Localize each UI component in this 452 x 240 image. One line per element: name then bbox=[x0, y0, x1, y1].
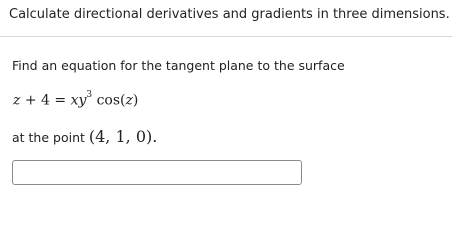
point-prefix: at the point bbox=[12, 130, 89, 145]
header-bar bbox=[0, 0, 452, 37]
equation-exponent: 3 bbox=[86, 90, 93, 100]
problem-prompt: Find an equation for the tangent plane to the surface bbox=[12, 58, 345, 73]
point-value: (4, 1, 0). bbox=[88, 127, 158, 146]
equation-rhs-z: z bbox=[125, 92, 133, 109]
surface-equation bbox=[13, 92, 138, 109]
equation-close: ) bbox=[132, 92, 139, 109]
equation-func: cos( bbox=[92, 92, 126, 109]
equation-rhs-x: x bbox=[70, 92, 79, 109]
equation-lhs-var: z bbox=[13, 92, 21, 109]
equation-rhs-y: y bbox=[78, 92, 87, 109]
equation-lhs-rest: + 4 = bbox=[20, 92, 71, 109]
point-statement bbox=[12, 127, 157, 146]
page-title: Calculate directional derivatives and gradients in three dimensions. bbox=[9, 7, 450, 22]
answer-input[interactable] bbox=[12, 160, 302, 185]
